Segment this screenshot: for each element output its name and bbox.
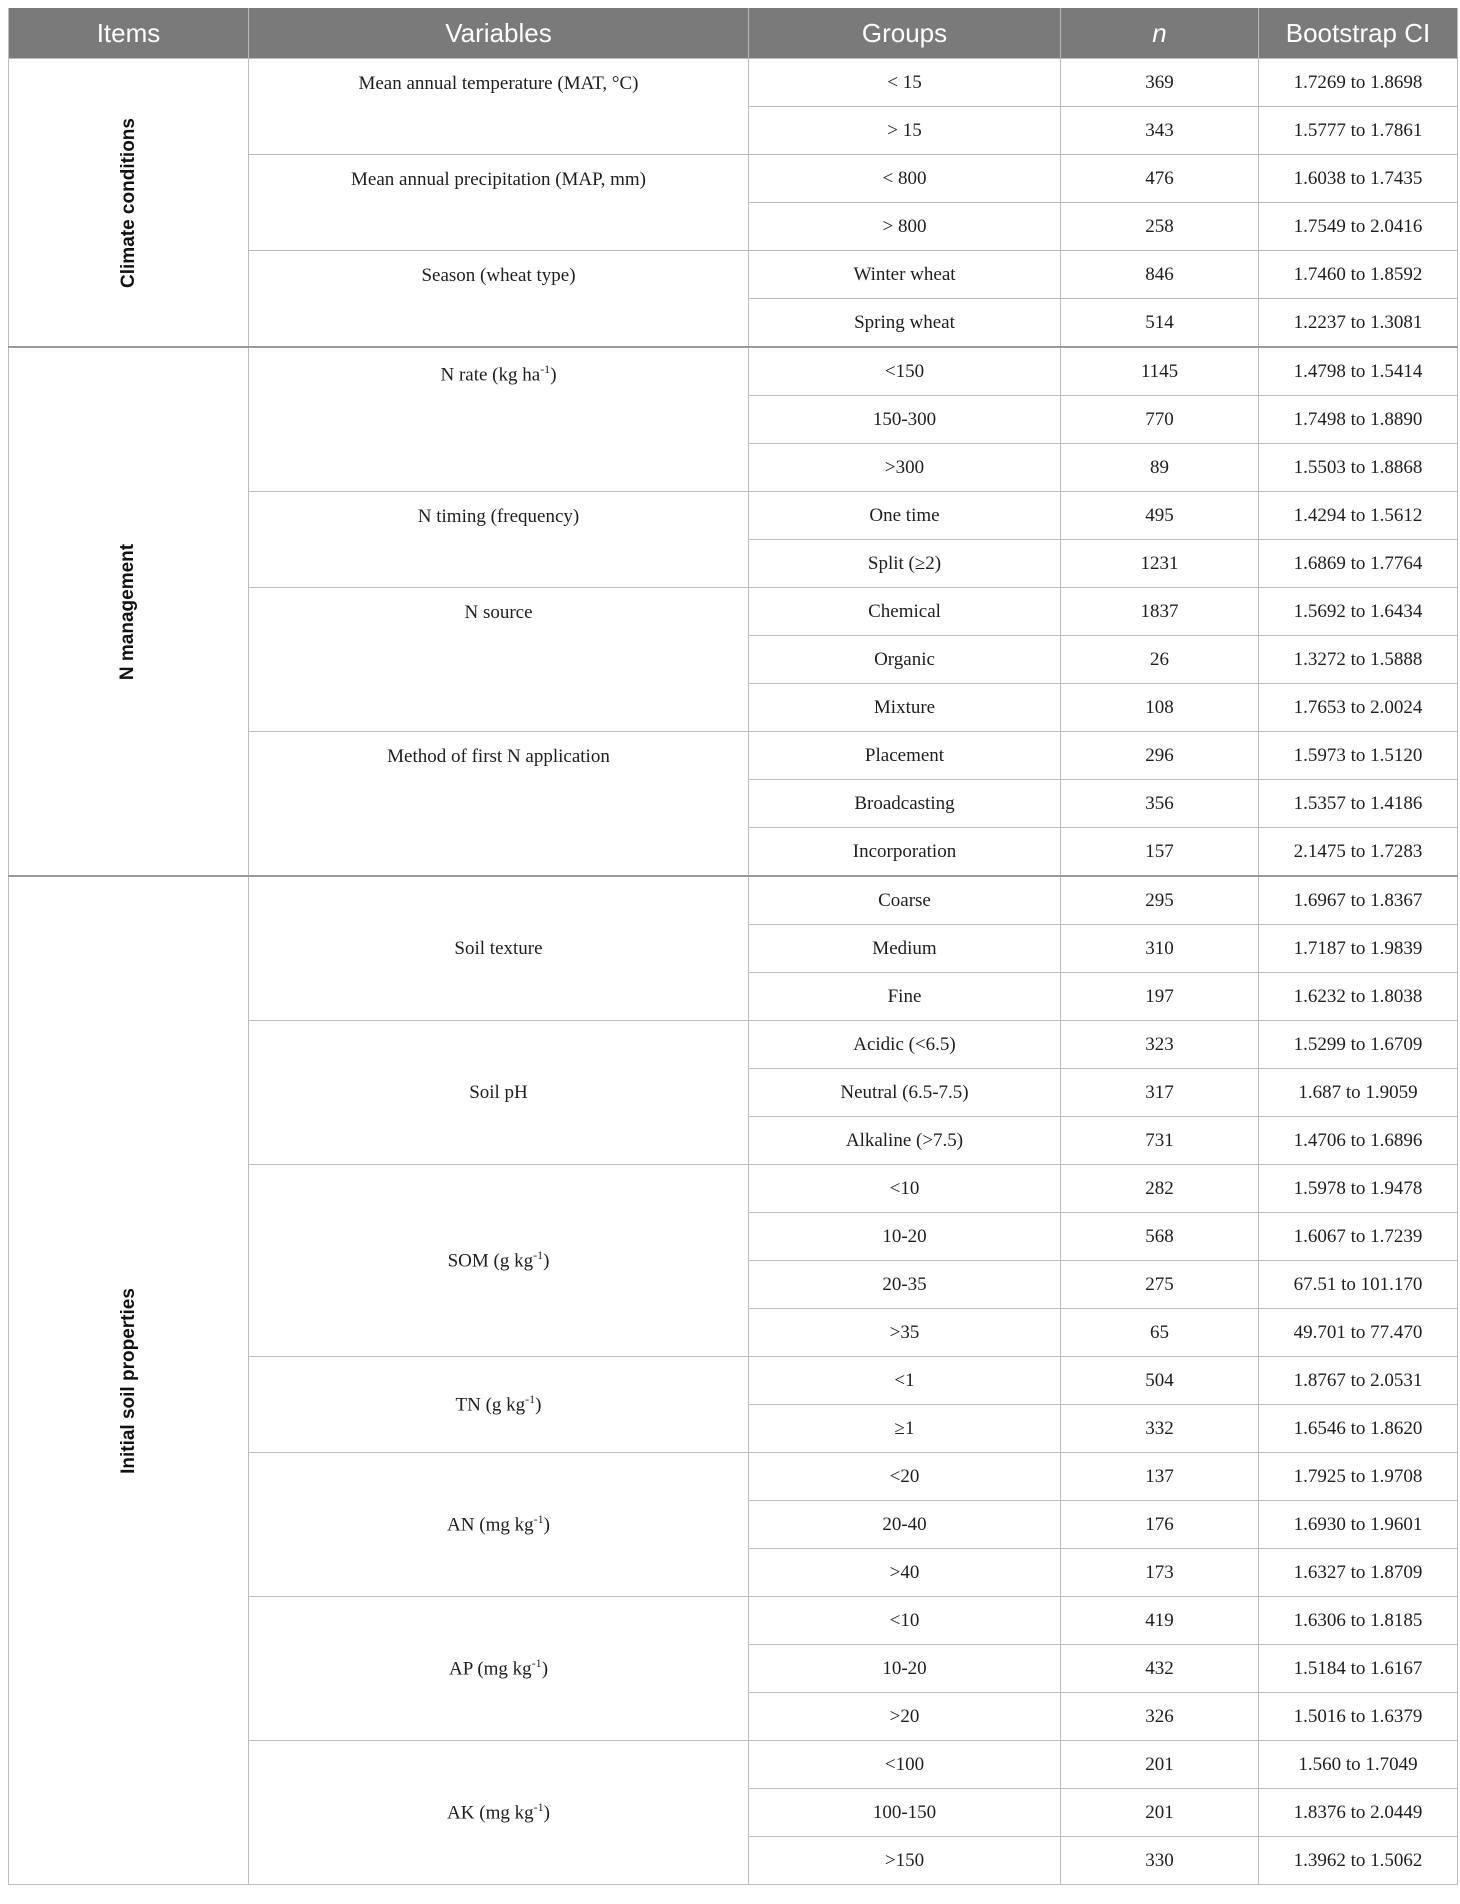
group-cell: <10	[749, 1165, 1061, 1213]
n-cell: 65	[1061, 1309, 1259, 1357]
n-cell: 332	[1061, 1405, 1259, 1453]
n-cell: 296	[1061, 732, 1259, 780]
n-cell: 89	[1061, 444, 1259, 492]
unit-superscript: -1	[525, 1392, 536, 1407]
ci-cell: 1.5978 to 1.9478	[1259, 1165, 1458, 1213]
n-cell: 1145	[1061, 347, 1259, 396]
group-cell: 100-150	[749, 1789, 1061, 1837]
group-cell: <20	[749, 1453, 1061, 1501]
group-cell: <1	[749, 1357, 1061, 1405]
n-cell: 176	[1061, 1501, 1259, 1549]
variable-cell	[249, 1021, 749, 1165]
variable-cell	[249, 1357, 749, 1453]
header-n: n	[1061, 8, 1259, 59]
ci-cell: 1.7653 to 2.0024	[1259, 684, 1458, 732]
group-cell: Split (≥2)	[749, 540, 1061, 588]
variable-name: N rate (kg ha	[440, 364, 541, 386]
n-cell: 731	[1061, 1117, 1259, 1165]
unit-tail: )	[550, 364, 557, 386]
variable-name: AN (mg kg	[447, 1514, 534, 1536]
table-row	[9, 876, 1458, 925]
group-cell: 20-40	[749, 1501, 1061, 1549]
group-cell: >40	[749, 1549, 1061, 1597]
item-cell	[9, 876, 249, 1885]
ci-cell: 1.560 to 1.7049	[1259, 1741, 1458, 1789]
group-cell: Spring wheat	[749, 299, 1061, 348]
variable-cell	[249, 492, 749, 588]
group-cell: > 800	[749, 203, 1061, 251]
group-cell: 20-35	[749, 1261, 1061, 1309]
ci-cell: 1.7549 to 2.0416	[1259, 203, 1458, 251]
ci-cell: 1.5973 to 1.5120	[1259, 732, 1458, 780]
n-cell: 330	[1061, 1837, 1259, 1885]
group-cell: >150	[749, 1837, 1061, 1885]
ci-cell: 1.6869 to 1.7764	[1259, 540, 1458, 588]
ci-cell: 1.6038 to 1.7435	[1259, 155, 1458, 203]
group-cell: Medium	[749, 925, 1061, 973]
n-cell: 1837	[1061, 588, 1259, 636]
group-cell: >300	[749, 444, 1061, 492]
ci-cell: 1.7187 to 1.9839	[1259, 925, 1458, 973]
group-cell: 10-20	[749, 1213, 1061, 1261]
ci-cell: 1.7925 to 1.9708	[1259, 1453, 1458, 1501]
variable-cell	[249, 1165, 749, 1357]
n-cell: 323	[1061, 1021, 1259, 1069]
n-cell: 108	[1061, 684, 1259, 732]
n-cell: 201	[1061, 1789, 1259, 1837]
n-cell: 568	[1061, 1213, 1259, 1261]
n-cell: 258	[1061, 203, 1259, 251]
unit-tail: )	[535, 1394, 542, 1416]
variable-cell	[249, 59, 749, 155]
ci-cell: 1.5777 to 1.7861	[1259, 107, 1458, 155]
item-cell	[9, 59, 249, 348]
data-table	[8, 8, 1458, 1885]
n-cell: 282	[1061, 1165, 1259, 1213]
n-cell: 26	[1061, 636, 1259, 684]
ci-cell: 67.51 to 101.170	[1259, 1261, 1458, 1309]
variable-name: N timing (frequency)	[417, 506, 580, 527]
variable-name: Mean annual temperature (MAT, °C)	[358, 73, 639, 94]
table-container	[8, 8, 1457, 1885]
n-cell: 504	[1061, 1357, 1259, 1405]
group-cell: Coarse	[749, 876, 1061, 925]
ci-cell: 1.5016 to 1.6379	[1259, 1693, 1458, 1741]
variable-cell	[249, 1741, 749, 1885]
variable-cell	[249, 876, 749, 1021]
table-body	[9, 59, 1458, 1885]
ci-cell: 1.3962 to 1.5062	[1259, 1837, 1458, 1885]
group-cell: Incorporation	[749, 828, 1061, 877]
ci-cell: 1.7498 to 1.8890	[1259, 396, 1458, 444]
group-cell: Broadcasting	[749, 780, 1061, 828]
item-label: Climate conditions	[117, 117, 139, 288]
variable-name: Soil pH	[469, 1081, 528, 1103]
n-cell: 310	[1061, 925, 1259, 973]
unit-superscript: -1	[531, 1656, 542, 1671]
header-bootstrap-ci: Bootstrap CI	[1259, 8, 1458, 59]
n-cell: 173	[1061, 1549, 1259, 1597]
group-cell: 150-300	[749, 396, 1061, 444]
group-cell: Alkaline (>7.5)	[749, 1117, 1061, 1165]
variable-name: Soil texture	[454, 937, 543, 959]
group-cell: < 15	[749, 59, 1061, 107]
ci-cell: 1.8767 to 2.0531	[1259, 1357, 1458, 1405]
variable-name: AK (mg kg	[447, 1802, 534, 1824]
group-cell: Winter wheat	[749, 251, 1061, 299]
group-cell: <100	[749, 1741, 1061, 1789]
n-cell: 419	[1061, 1597, 1259, 1645]
unit-tail: )	[543, 1514, 550, 1536]
ci-cell: 1.8376 to 2.0449	[1259, 1789, 1458, 1837]
table-row	[9, 347, 1458, 396]
ci-cell: 1.7269 to 1.8698	[1259, 59, 1458, 107]
item-label: Initial soil properties	[117, 1287, 139, 1474]
ci-cell: 1.5503 to 1.8868	[1259, 444, 1458, 492]
table-row	[9, 59, 1458, 107]
group-cell: Organic	[749, 636, 1061, 684]
n-cell: 295	[1061, 876, 1259, 925]
ci-cell: 1.6930 to 1.9601	[1259, 1501, 1458, 1549]
n-cell: 356	[1061, 780, 1259, 828]
ci-cell: 49.701 to 77.470	[1259, 1309, 1458, 1357]
ci-cell: 1.4294 to 1.5612	[1259, 492, 1458, 540]
variable-name: Mean annual precipitation (MAP, mm)	[351, 169, 646, 190]
variable-name: SOM (g kg	[447, 1250, 534, 1272]
n-cell: 201	[1061, 1741, 1259, 1789]
n-cell: 432	[1061, 1645, 1259, 1693]
n-cell: 770	[1061, 396, 1259, 444]
group-cell: ≥1	[749, 1405, 1061, 1453]
variable-cell	[249, 155, 749, 251]
variable-name: N source	[464, 602, 533, 623]
variable-name: Method of first N application	[387, 746, 610, 767]
n-cell: 343	[1061, 107, 1259, 155]
unit-tail: )	[543, 1802, 550, 1824]
ci-cell: 1.687 to 1.9059	[1259, 1069, 1458, 1117]
unit-tail: )	[543, 1250, 550, 1272]
group-cell: Acidic (<6.5)	[749, 1021, 1061, 1069]
ci-cell: 1.4706 to 1.6896	[1259, 1117, 1458, 1165]
item-label: N management	[117, 543, 139, 680]
ci-cell: 1.5299 to 1.6709	[1259, 1021, 1458, 1069]
ci-cell: 1.6967 to 1.8367	[1259, 876, 1458, 925]
n-cell: 495	[1061, 492, 1259, 540]
n-cell: 846	[1061, 251, 1259, 299]
variable-cell	[249, 1453, 749, 1597]
variable-name: Season (wheat type)	[421, 265, 576, 286]
group-cell: One time	[749, 492, 1061, 540]
group-cell: 10-20	[749, 1645, 1061, 1693]
header-groups: Groups	[749, 8, 1061, 59]
item-cell	[9, 347, 249, 876]
variable-cell	[249, 347, 749, 492]
ci-cell: 1.6232 to 1.8038	[1259, 973, 1458, 1021]
group-cell: >35	[749, 1309, 1061, 1357]
group-cell: Chemical	[749, 588, 1061, 636]
variable-cell	[249, 1597, 749, 1741]
header-variables: Variables	[249, 8, 749, 59]
group-cell: Placement	[749, 732, 1061, 780]
group-cell: <150	[749, 347, 1061, 396]
unit-superscript: -1	[533, 1800, 544, 1815]
variable-cell	[249, 251, 749, 348]
n-cell: 514	[1061, 299, 1259, 348]
unit-superscript: -1	[540, 362, 551, 376]
header-row	[9, 8, 1458, 59]
variable-name: AP (mg kg	[448, 1658, 532, 1680]
n-cell: 197	[1061, 973, 1259, 1021]
group-cell: > 15	[749, 107, 1061, 155]
ci-cell: 1.5692 to 1.6434	[1259, 588, 1458, 636]
unit-superscript: -1	[533, 1248, 544, 1263]
header-items: Items	[9, 8, 249, 59]
group-cell: < 800	[749, 155, 1061, 203]
ci-cell: 1.5184 to 1.6167	[1259, 1645, 1458, 1693]
n-cell: 157	[1061, 828, 1259, 877]
n-cell: 275	[1061, 1261, 1259, 1309]
ci-cell: 1.2237 to 1.3081	[1259, 299, 1458, 348]
ci-cell: 1.6306 to 1.8185	[1259, 1597, 1458, 1645]
ci-cell: 1.5357 to 1.4186	[1259, 780, 1458, 828]
unit-superscript: -1	[533, 1512, 544, 1527]
variable-cell	[249, 588, 749, 732]
unit-tail: )	[541, 1658, 549, 1680]
variable-cell	[249, 732, 749, 877]
ci-cell: 1.6067 to 1.7239	[1259, 1213, 1458, 1261]
ci-cell: 1.3272 to 1.5888	[1259, 636, 1458, 684]
ci-cell: 1.6546 to 1.8620	[1259, 1405, 1458, 1453]
variable-name: TN (g kg	[455, 1394, 526, 1416]
n-cell: 1231	[1061, 540, 1259, 588]
ci-cell: 2.1475 to 1.7283	[1259, 828, 1458, 877]
n-cell: 326	[1061, 1693, 1259, 1741]
n-cell: 317	[1061, 1069, 1259, 1117]
ci-cell: 1.4798 to 1.5414	[1259, 347, 1458, 396]
ci-cell: 1.7460 to 1.8592	[1259, 251, 1458, 299]
group-cell: Mixture	[749, 684, 1061, 732]
n-cell: 369	[1061, 59, 1259, 107]
group-cell: Fine	[749, 973, 1061, 1021]
group-cell: >20	[749, 1693, 1061, 1741]
group-cell: Neutral (6.5-7.5)	[749, 1069, 1061, 1117]
n-cell: 137	[1061, 1453, 1259, 1501]
group-cell: <10	[749, 1597, 1061, 1645]
n-cell: 476	[1061, 155, 1259, 203]
ci-cell: 1.6327 to 1.8709	[1259, 1549, 1458, 1597]
